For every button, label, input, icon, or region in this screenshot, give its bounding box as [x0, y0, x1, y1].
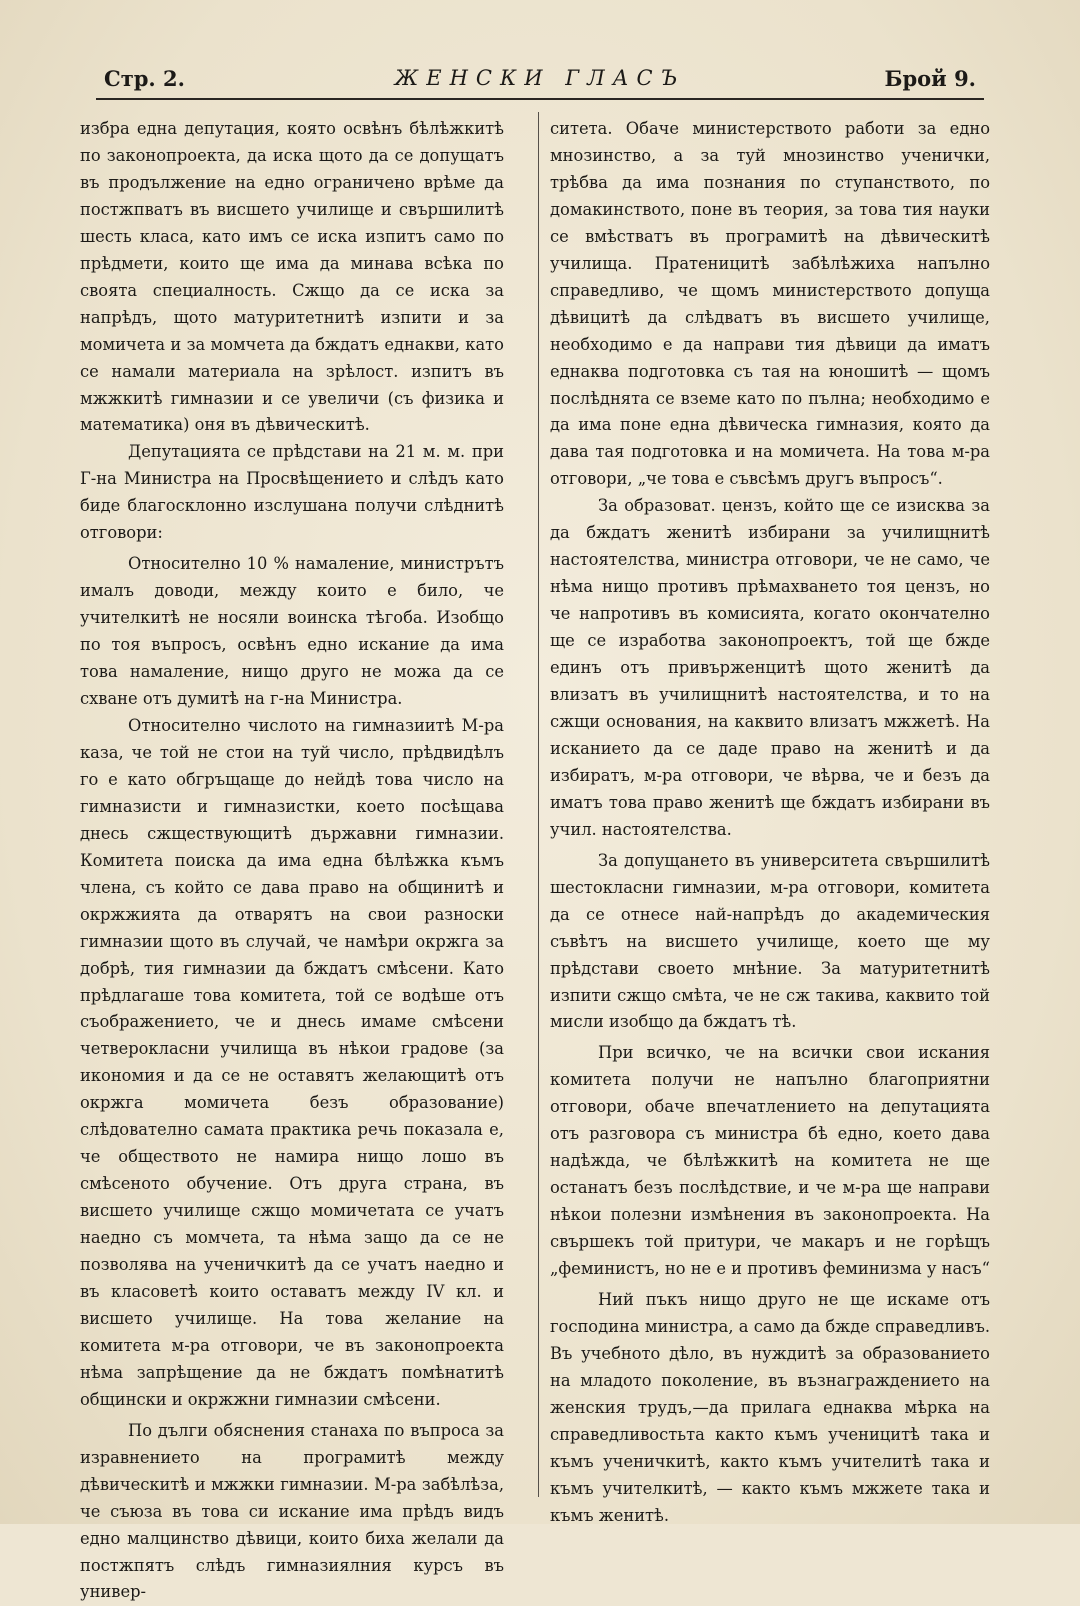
paragraph: избра една депутация, която освѣнъ бѣлѣжкитѣ по законопроекта, да иска щото да се допущатъ въ продължение на едно ограничено врѣме да постжпватъ въ висшето училище и свършилитѣ шесть класа, като имъ се иска изпитъ само по прѣдмети, които ще има да минава всѣка по своята специалность. Сжщо да се иска за напрѣдъ, щото матуритетнитѣ изпити и за момичета и за момчета да бждатъ еднакви, като се намали материала на зрѣлост. изпитъ въ мжжкитѣ гимназии и се увеличи (съ физика и математика) оня въ дѣвическитѣ. [80, 119, 504, 435]
paragraph: По дълги обяснения станаха по въпроса за изравнението на програмитѣ между дѣвическитѣ и мжжки гимназии. М-ра забѣлѣза, че съюза въ това си искание има прѣдъ видъ едно малцинство дѣвици, които биха желали да постжпятъ слѣдъ гимназиялния курсъ въ универ- [80, 1420, 504, 1602]
right-column [550, 116, 990, 1530]
column-divider [538, 112, 539, 1497]
paragraph: Депутацията се прѣдстави на 21 м. м. при Г-на Министра на Просвѣщението и слѣдъ като биде благосклонно изслушана получи слѣднитѣ отговори: [80, 442, 504, 543]
left-column [80, 116, 504, 1606]
paragraph: ситета. Обаче министерството работи за едно мнозинство, а за туй мнозинство ученички, трѣбва да има познания по ступанството, по домакинството, поне въ теория, за това тия науки се вмѣстватъ въ програмитѣ на дѣвическитѣ училища. Пратеницитѣ забѣлѣжиха напълно справедливо, че щомъ министерството допуща дѣвицитѣ да слѣдватъ въ висшето училище, необходимо е да направи тия дѣвици да иматъ еднаква подготовка съ тая на юношитѣ — щомъ послѣднята се вземе като по пълна; необходимо е да има поне една дѣвическа гимназия, която да дава тая подготовка и на момичета. На това м-ра отговори, „че това е съвсѣмъ другъ въпросъ“. [550, 119, 990, 489]
paragraph: Относително числото на гимназиитѣ М-ра каза, че той не стои на туй число, прѣдвидѣлъ го е като обгръщаще до нейдѣ това число на гимназисти и гимназистки, което посѣщава днесь сжществующитѣ държавни гимназии. Комитета поиска да има една бѣлѣжка къмъ члена, съ който се дава право на общинитѣ и окржжията да отварятъ на свои разноски гимназии щото въ случай, че намѣри окржга за добрѣ, тия гимназии да бждатъ смѣсени. Като прѣдлагаше това комитета, той се водѣше отъ съображението, че и днесь имаме смѣсени четверокласни училища въ нѣкои градове (за икономия и да се не оставятъ желающитѣ отъ окржга момичета безъ образование) слѣдователно самата практика речь показала е, че обществото не намира нищо лошо въ смѣсеното обучение. Отъ друга страна, въ висшето училище сжщо момичетата се учатъ наедно съ момчета, та нѣма защо да се не позволява на ученичкитѣ да се учатъ наедно и въ класоветѣ които оставатъ между IV кл. и висшето училище. На това желание на комитета м-ра отговори, че въ законопроекта нѣма запрѣщение да не бждатъ помѣнатитѣ общински и окржжни гимназии смѣсени. [80, 715, 504, 1409]
issue-number: Брой 9. [884, 66, 976, 91]
paragraph: При всичко, че на всички свои искания комитета получи не напълно благоприятни отговори, обаче впечатлението на депутацията отъ разговора съ министра бѣ едно, което дава надѣжда, че бѣлѣжкитѣ на комитета не ще останатъ безъ послѣдствие, и че м-ра ще направи нѣкои полезни измѣнения въ законопроекта. На свършекъ той притури, че макаръ и не горѣщъ „феминистъ, но не е и противъ феминизма у насъ“ [550, 1043, 990, 1279]
page-header [96, 58, 984, 100]
paragraph: За образоват. цензъ, който ще се изисква за да бждатъ женитѣ избирани за училищнитѣ настоятелства, министра отговори, че не само, че нѣма нищо противъ прѣмахването тоя цензъ, но че напротивъ въ комисията, когато окончателно ще се изработва законопроектъ, той ще бжде единъ отъ привърженцитѣ щото женитѣ да влизатъ въ училищнитѣ настоятелства, и то на сжщи основания, на каквито влизатъ мжжетѣ. На исканието да се даде право на женитѣ и да избиратъ, м-ра отговори, че вѣрва, че и безъ да иматъ това право женитѣ ще бждатъ избирани въ учил. настоятелства. [550, 496, 990, 839]
paragraph: Относително 10 % намаление, министрътъ ималъ доводи, между които е било, че учителкитѣ не носяли воинска тѣгоба. Изобщо по тоя въпросъ, освѣнъ едно искание да има това намаление, нищо друго не можа да се схване отъ думитѣ на г-на Министра. [80, 554, 504, 709]
paragraph: За допущането въ университета свършилитѣ шестокласни гимназии, м-ра отговори, комитета да се отнесе най-напрѣдъ до академическия съвѣтъ на висшето училище, което ще му прѣдстави своето мнѣние. За матуритетнитѣ изпити сжщо смѣта, че не сж такива, каквито той мисли изобщо да бждатъ тѣ. [550, 850, 990, 1032]
newspaper-title: ЖЕНСКИ ГЛАСЪ [394, 66, 686, 90]
paragraph: Ний пъкъ нищо друго не ще искаме отъ господина министра, а само да бжде справедливъ. Въ учебното дѣло, въ нуждитѣ за образованието на младото поколение, въ възнаграждението на женския трудъ,—да прилага еднаква мѣрка на справедливостьта както къмъ ученицитѣ така и къмъ ученичкитѣ, както къмъ учителитѣ така и къмъ учителкитѣ, — както къмъ мжжете така и къмъ женитѣ. [550, 1289, 990, 1525]
page-number: Стр. 2. [104, 66, 185, 91]
